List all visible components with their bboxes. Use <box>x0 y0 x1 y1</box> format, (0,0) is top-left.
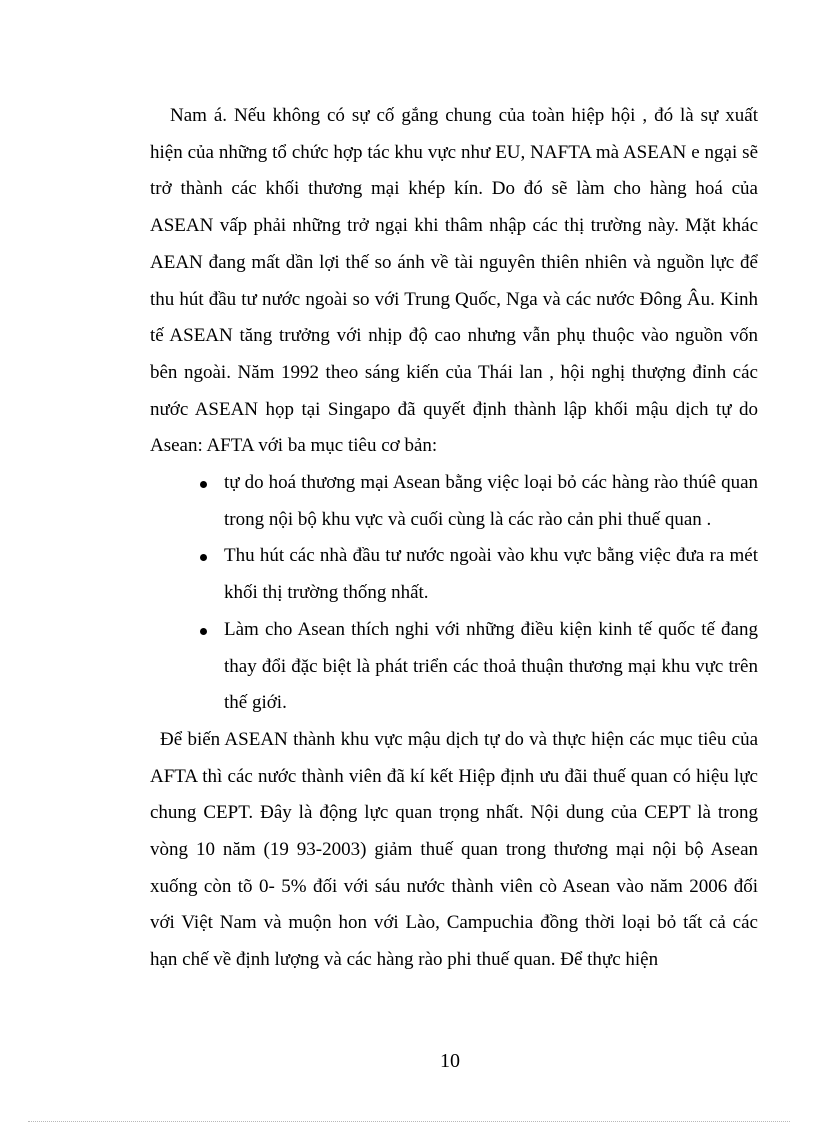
objectives-list <box>150 465 758 722</box>
bullet-icon <box>200 481 207 488</box>
paragraph-2: Để biến ASEAN thành khu vực mậu dịch tự do và thực hiện các mục tiêu của AFTA thì các nước thành viên đã kí kết Hiệp định ưu đãi thuế quan có hiệu lực chung CEPT. Đây là động lực quan trọng nhất. Nội dung của CEPT là trong vòng 10 năm (19 93-2003) giảm thuế quan trong thương mại nội bộ Asean xuống còn tõ 0- 5% đối với sáu nước thành viên cò Asean vào năm 2006 đối với Việt Nam và muộn hon với Lào, Campuchia đồng thời loại bỏ tất cả các hạn chế về định lượng và các hàng rào phi thuế quan. Để thực hiện <box>150 728 758 971</box>
body-text <box>150 98 758 979</box>
list-item <box>224 612 758 722</box>
list-item-text: tự do hoá thương mại Asean bằng việc loại bỏ các hàng rào thúê quan trong nội bộ khu vực và cuối cùng là các rào cản phi thuế quan . <box>224 472 758 530</box>
list-item-text: Làm cho Asean thích nghi với những điều kiện kinh tế quốc tế đang thay đổi đặc biệt là phát triển các thoả thuận thương mại khu vực trên thế giới. <box>224 618 758 714</box>
list-item-text: Thu hút các nhà đầu tư nước ngoài vào khu vực bằng việc đưa ra mét khối thị trường thống nhất. <box>224 545 758 604</box>
list-item <box>224 538 758 611</box>
bullet-icon <box>200 554 207 561</box>
bullet-icon <box>200 628 207 635</box>
list-item <box>224 465 758 538</box>
page-number: 10 <box>440 1050 460 1072</box>
footer-divider <box>28 1121 790 1122</box>
paragraph-1: Nam á. Nếu không có sự cố gắng chung của toàn hiệp hội , đó là sự xuất hiện của những tổ chức hợp tác khu vực như EU, NAFTA mà ASEAN e ngại sẽ trở thành các khối thương mại khép kín. Do đó sẽ làm cho hàng hoá của ASEAN vấp phải những trở ngại khi thâm nhập các thị trường này. Mặt khác AEAN đang mất dần lợi thế so ánh về tài nguyên thiên nhiên và nguồn lực để thu hút đầu tư nước ngoài so với Trung Quốc, Nga và các nước Đông Âu. Kinh tế ASEAN tăng trưởng với nhịp độ cao nhưng vẫn phụ thuộc vào nguồn vốn bên ngoài. Năm 1992 theo sáng kiến của Thái lan , hội nghị thượng đỉnh các nước ASEAN họp tại Singapo đã quyết định thành lập khối mậu dịch tự do Asean: AFTA với ba mục tiêu cơ bản: <box>150 105 758 457</box>
